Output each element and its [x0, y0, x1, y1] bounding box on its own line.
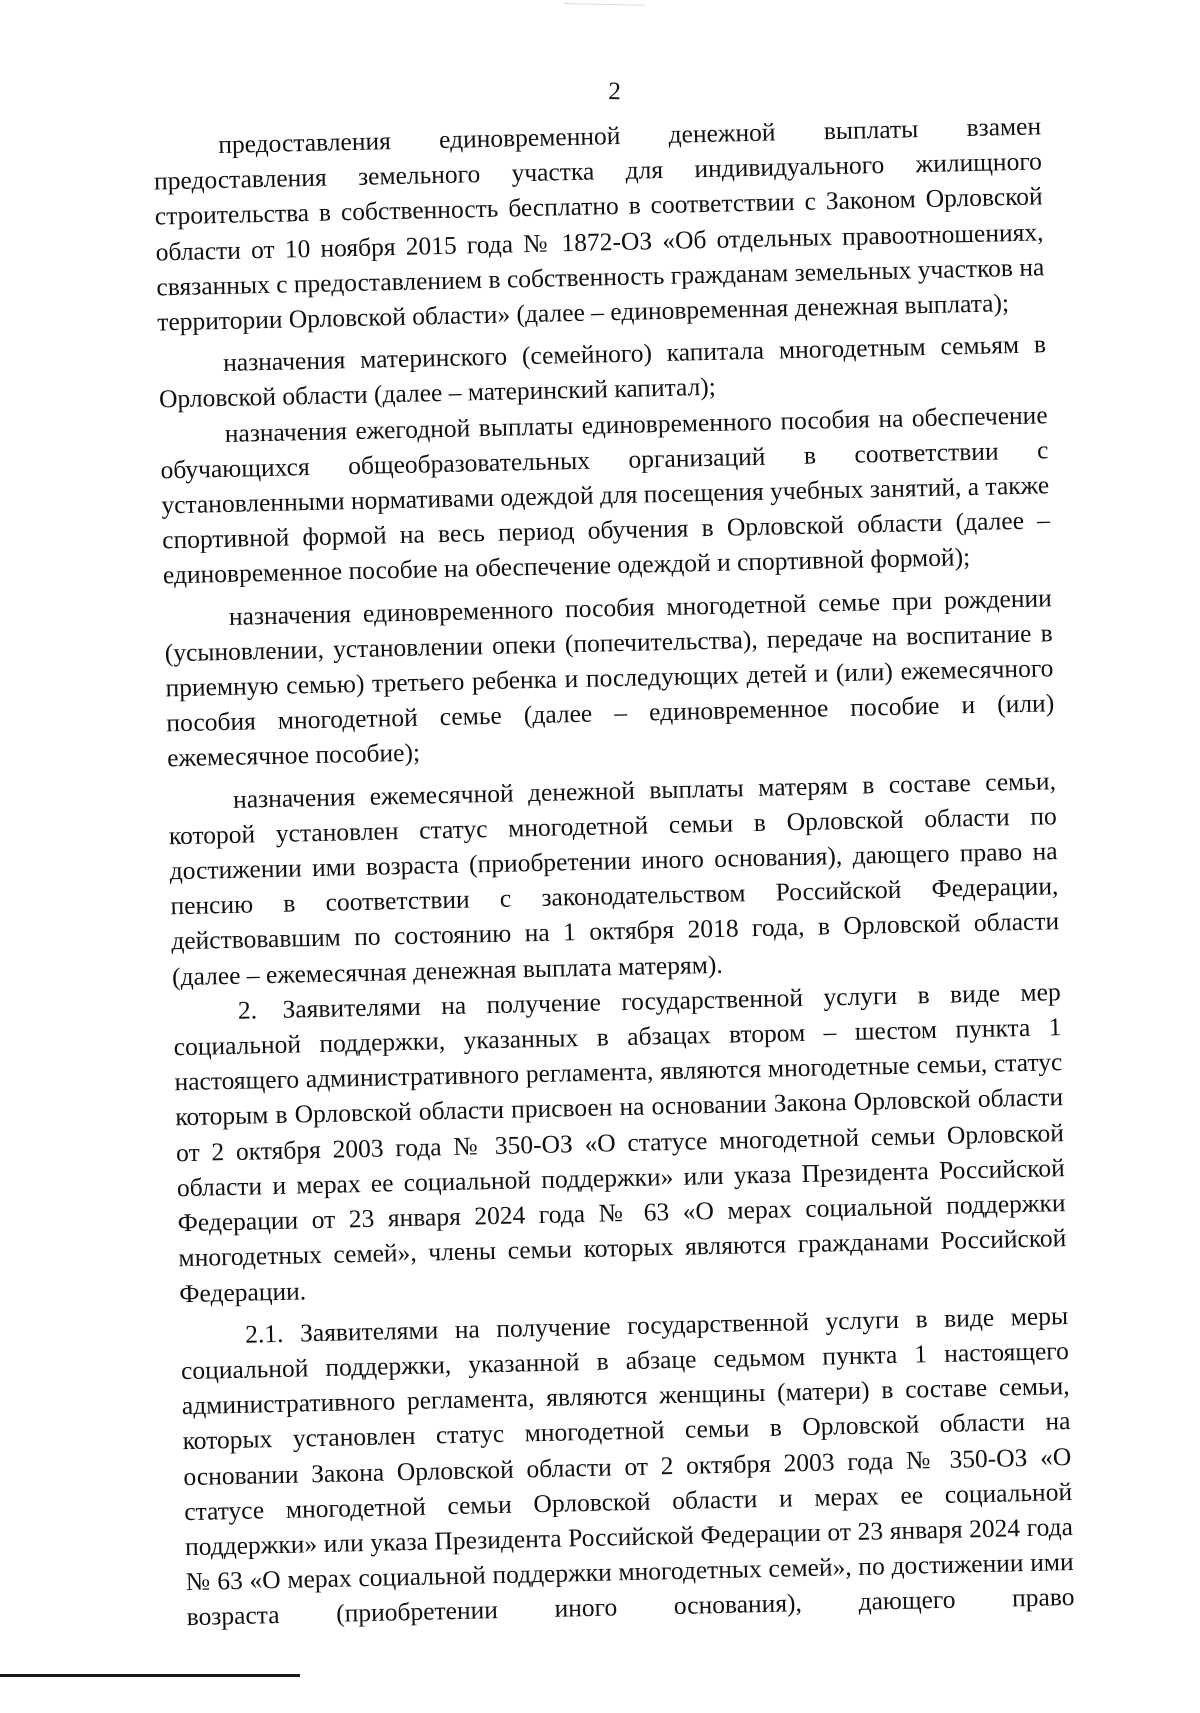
paragraph-school-clothing-allowance: назначения ежегодной выплаты единовременного пособия на обеспечение обучающихся общеобразовательных организаций в соответствии с установленными нормативами одеждой для посещения учебных занятий, а также спортивной формой на весь период обучения в Орловской области (далее – единовременное пособие на обеспечение одеждой и спортивной формой);: [160, 399, 1051, 590]
footer-rule: [0, 1674, 300, 1677]
paragraph-monthly-mother-payment: назначения ежемесячной денежной выплаты матерям в составе семьи, которой установлен статус многодетной семьи в Орловской области по достижении ими возраста (приобретении иного основания), дающего право на пенсию в соответствии с законодательством Российской Федерации, действовавшим по состоянию на 1 октября 2018 года, в Орловской области (далее – ежемесячная денежная выплата матерям).: [168, 765, 1060, 991]
paragraph-clause-2-1: 2.1. Заявителями на получение государственной услуги в виде меры социальной поддержки, указанной в абзаце седьмом пункта 1 настоящего административного регламента, являются женщины (матери) в составе семьи, которых установлен статус многодетной семьи в Орловской области на основании Закона Орловской области от 2 октября 2003 года № 350-ОЗ «О статусе многодетной семьи Орловской области и мерах ее социальной поддержки» или указа Президента Российской Федерации от 23 января 2024 года № 63 «О мерах социальной поддержки многодетных семей», по достижении ими возраста (приобретении иного основания), дающего право: [180, 1300, 1075, 1632]
scan-artifact: [564, 3, 644, 8]
paragraph-child-birth-allowance: назначения единовременного пособия многодетной семье при рождении (усыновлении, установлении опеки (попечительства), передаче на воспитание в приемную семью) третьего ребенка и последующих детей и (или) ежемесячного пособия многодетной семье (далее – единовременное пособие и (или) ежемесячное пособие);: [164, 582, 1055, 773]
paragraph-maternity-capital: назначения материнского (семейного) капитала многодетным семьям в Орловской области (далее – материнский капитал);: [158, 329, 1047, 414]
document-body: [153, 108, 1075, 1634]
paragraph-lump-sum-payment: предоставления единовременной денежной выплаты взамен предоставления земельного участка для индивидуального жилищного строительства в собственность бесплатно в соответствии с Законом Орловской области от 10 ноября 2015 года № 1872-ОЗ «Об отдельных правоотношениях, связанных с предоставлением в собственность гражданам земельных участков на территории Орловской области» (далее – единовременная денежная выплата);: [153, 111, 1045, 337]
paragraph-clause-2: 2. Заявителями на получение государственной услуги в виде мер социальной поддержки, указанных в абзацах втором – шестом пункта 1 настоящего административного регламента, являются многодетные семьи, статус которым в Орловской области присвоен на основании Закона Орловской области от 2 октября 2003 года № 350-ОЗ «О статусе многодетной семьи Орловской области и мерах ее социальной поддержки» или указа Президента Российской Федерации от 23 января 2024 года № 63 «О мерах социальной поддержки многодетных семей», члены семьи которых являются гражданами Российской Федерации.: [173, 976, 1067, 1308]
page-number: 2: [608, 78, 622, 106]
